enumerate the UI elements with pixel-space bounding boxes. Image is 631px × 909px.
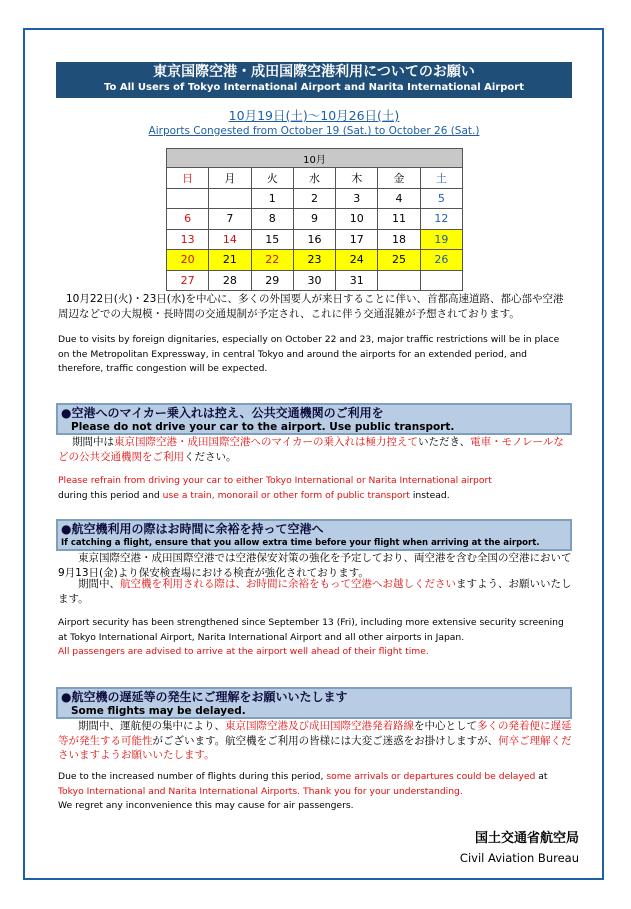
section2-heading-en: If catching a flight, ensure that you allow extra time before your flight when arriving at the airport. (61, 538, 540, 548)
day-cell: 1 (251, 188, 293, 209)
day-cell: 27 (167, 270, 209, 291)
day-cell: 2 (293, 188, 335, 209)
calendar-week (167, 229, 463, 250)
calendar-week (167, 270, 463, 291)
day-cell-congested: 26 (420, 250, 462, 271)
text-span-red: Please refrain from driving your car to either Tokyo International or Narita International airport (58, 475, 492, 486)
text-span: Due to the increased number of flights during this period, (58, 771, 327, 782)
calendar-week (167, 250, 463, 271)
october-calendar (166, 148, 463, 291)
section2-body-en (58, 616, 572, 660)
day-cell: 6 (167, 209, 209, 230)
day-cell: 3 (336, 188, 378, 209)
text-span: at (535, 771, 548, 782)
day-cell: 9 (293, 209, 335, 230)
text-span-red: All passengers are advised to arrive at the airport well ahead of their flight time. (58, 646, 429, 657)
text-span: がございます。航空機をご利用の皆様には大変ご迷惑をお掛けしますが、 (152, 734, 499, 747)
day-cell-congested: 22 (251, 250, 293, 271)
day-cell-congested: 19 (420, 229, 462, 250)
day-cell: 11 (378, 209, 420, 230)
day-cell (378, 270, 420, 291)
text-span: We regret any inconvenience this may cause for air passengers. (58, 800, 354, 811)
day-cell-congested: 25 (378, 250, 420, 271)
text-span: を中心として (414, 720, 477, 732)
text-span: 期間中は (72, 436, 114, 448)
day-cell: 5 (420, 188, 462, 209)
day-cell-congested: 23 (293, 250, 335, 271)
congestion-period (56, 108, 572, 139)
day-cell-congested: 21 (209, 250, 251, 271)
text-span-red: 多くの発着便に遅延等が発生する可能性 (58, 720, 572, 747)
title-en: To All Users of Tokyo International Airport and Narita International Airport (104, 82, 524, 93)
calendar-week (167, 188, 463, 209)
weekday-cell: 木 (336, 168, 378, 189)
text-span-red: Tokyo International and Narita International Airports. Thank you for your understanding. (58, 785, 463, 797)
text-span-red: use a train, monorail or other form of public transport (162, 489, 410, 501)
day-cell-congested: 20 (167, 250, 209, 271)
section1-heading-jp: ●空港へのマイカー乗入れは控え、公共交通機関のご利用を (61, 406, 384, 420)
section3-heading-jp: ●航空機の遅延等の発生にご理解をお願いいたします (61, 690, 348, 704)
text-span: instead. (409, 489, 450, 501)
day-cell: 17 (336, 229, 378, 250)
day-cell: 13 (167, 229, 209, 250)
text-span-red: 電車・モノレールなどの公共交通機関をご利用 (58, 436, 564, 463)
text-span: いただき、 (417, 436, 471, 448)
text-span-red: 東京国際空港及び成田国際空港発着路線 (225, 720, 414, 732)
day-cell: 7 (209, 209, 251, 230)
day-cell (420, 270, 462, 291)
section2-body-jp-1: 東京国際空港・成田国際空港では空港保安対策の強化を予定しており、両空港を含む全国の空港において9月13日(金)より保安検査場における検査が強化されております。 (58, 552, 572, 579)
intro-en: Due to visits by foreign dignitaries, especially on October 22 and 23, major traffic restrictions will be in place on the Metropolitan Expressway, in central Tokyo and around the airports for an extended period, and therefore, traffic congestion will be expected. (58, 334, 560, 374)
text-span: Airport security has been strengthened since September 13 (Fri), including more extensive security screening at Tokyo International Airport, Narita International Airport and all other airports in Japan. (58, 617, 564, 643)
text-span: during this period and (58, 489, 163, 501)
section2-heading-jp: ●航空機利用の際はお時間に余裕を持って空港へ (61, 522, 324, 536)
weekday-cell: 金 (378, 168, 420, 189)
section-public-transport (56, 403, 572, 435)
weekday-cell: 日 (167, 168, 209, 189)
text-span: ください。 (184, 450, 237, 463)
day-cell: 10 (336, 209, 378, 230)
weekday-cell: 水 (293, 168, 335, 189)
day-cell: 30 (293, 270, 335, 291)
day-cell: 28 (209, 270, 251, 291)
text-span-red: 航空機を利用される際は、お時間に余裕をもって空港へお越しください (120, 578, 456, 590)
calendar-month: 10月 (167, 149, 463, 168)
title-jp: 東京国際空港・成田国際空港利用についてのお願い (153, 64, 475, 80)
text-span: 期間中、運航便の集中により、 (78, 720, 225, 732)
day-cell: 12 (420, 209, 462, 230)
day-cell (167, 188, 209, 209)
day-cell: 16 (293, 229, 335, 250)
day-cell: 4 (378, 188, 420, 209)
weekday-cell: 火 (251, 168, 293, 189)
text-span: ますよう、お願いいたします。 (58, 578, 572, 605)
notice-title (56, 62, 572, 98)
section-allow-extra-time (56, 519, 572, 551)
day-cell: 31 (336, 270, 378, 291)
section3-body-jp (58, 719, 572, 763)
text-span: 期間中、 (78, 578, 120, 590)
weekday-cell: 土 (420, 168, 462, 189)
calendar-weekdays (167, 168, 463, 189)
section2-body-jp-2 (58, 577, 572, 606)
calendar-week (167, 209, 463, 230)
section1-body-jp (58, 435, 572, 464)
day-cell: 29 (251, 270, 293, 291)
text-span-red: 東京国際空港・成田国際空港へのマイカーの乗入れは極力控えて (114, 436, 418, 448)
period-en: Airports Congested from October 19 (Sat.) to October 26 (Sat.) (148, 125, 480, 137)
section1-body-en (58, 474, 572, 503)
day-cell: 8 (251, 209, 293, 230)
weekday-cell: 月 (209, 168, 251, 189)
section-flight-delays (56, 687, 572, 719)
signature (460, 829, 579, 867)
section1-heading-en: Please do not drive your car to the airport. Use public transport. (71, 421, 455, 433)
signature-en: Civil Aviation Bureau (459, 851, 579, 865)
section3-body-en (58, 770, 572, 814)
intro-jp: 10月22日(火)・23日(水)を中心に、多くの外国要人が来日することに伴い、首都高速道路、都心部や空港周辺などでの大規模・長時間の交通規制が予定され、これに伴う交通混雑が予想されております。 (58, 293, 564, 320)
day-cell-holiday: 14 (209, 229, 251, 250)
day-cell-congested: 24 (336, 250, 378, 271)
day-cell: 15 (251, 229, 293, 250)
section3-heading-en: Some flights may be delayed. (71, 705, 246, 717)
day-cell: 18 (378, 229, 420, 250)
text-span-red: some arrivals or departures could be delayed (326, 771, 536, 782)
day-cell (209, 188, 251, 209)
signature-jp: 国土交通省航空局 (474, 831, 579, 846)
period-jp: 10月19日(土)～10月26日(土) (228, 108, 400, 123)
text-span-red: 何卒ご理解くださいますようお願いいたします。 (58, 734, 572, 761)
